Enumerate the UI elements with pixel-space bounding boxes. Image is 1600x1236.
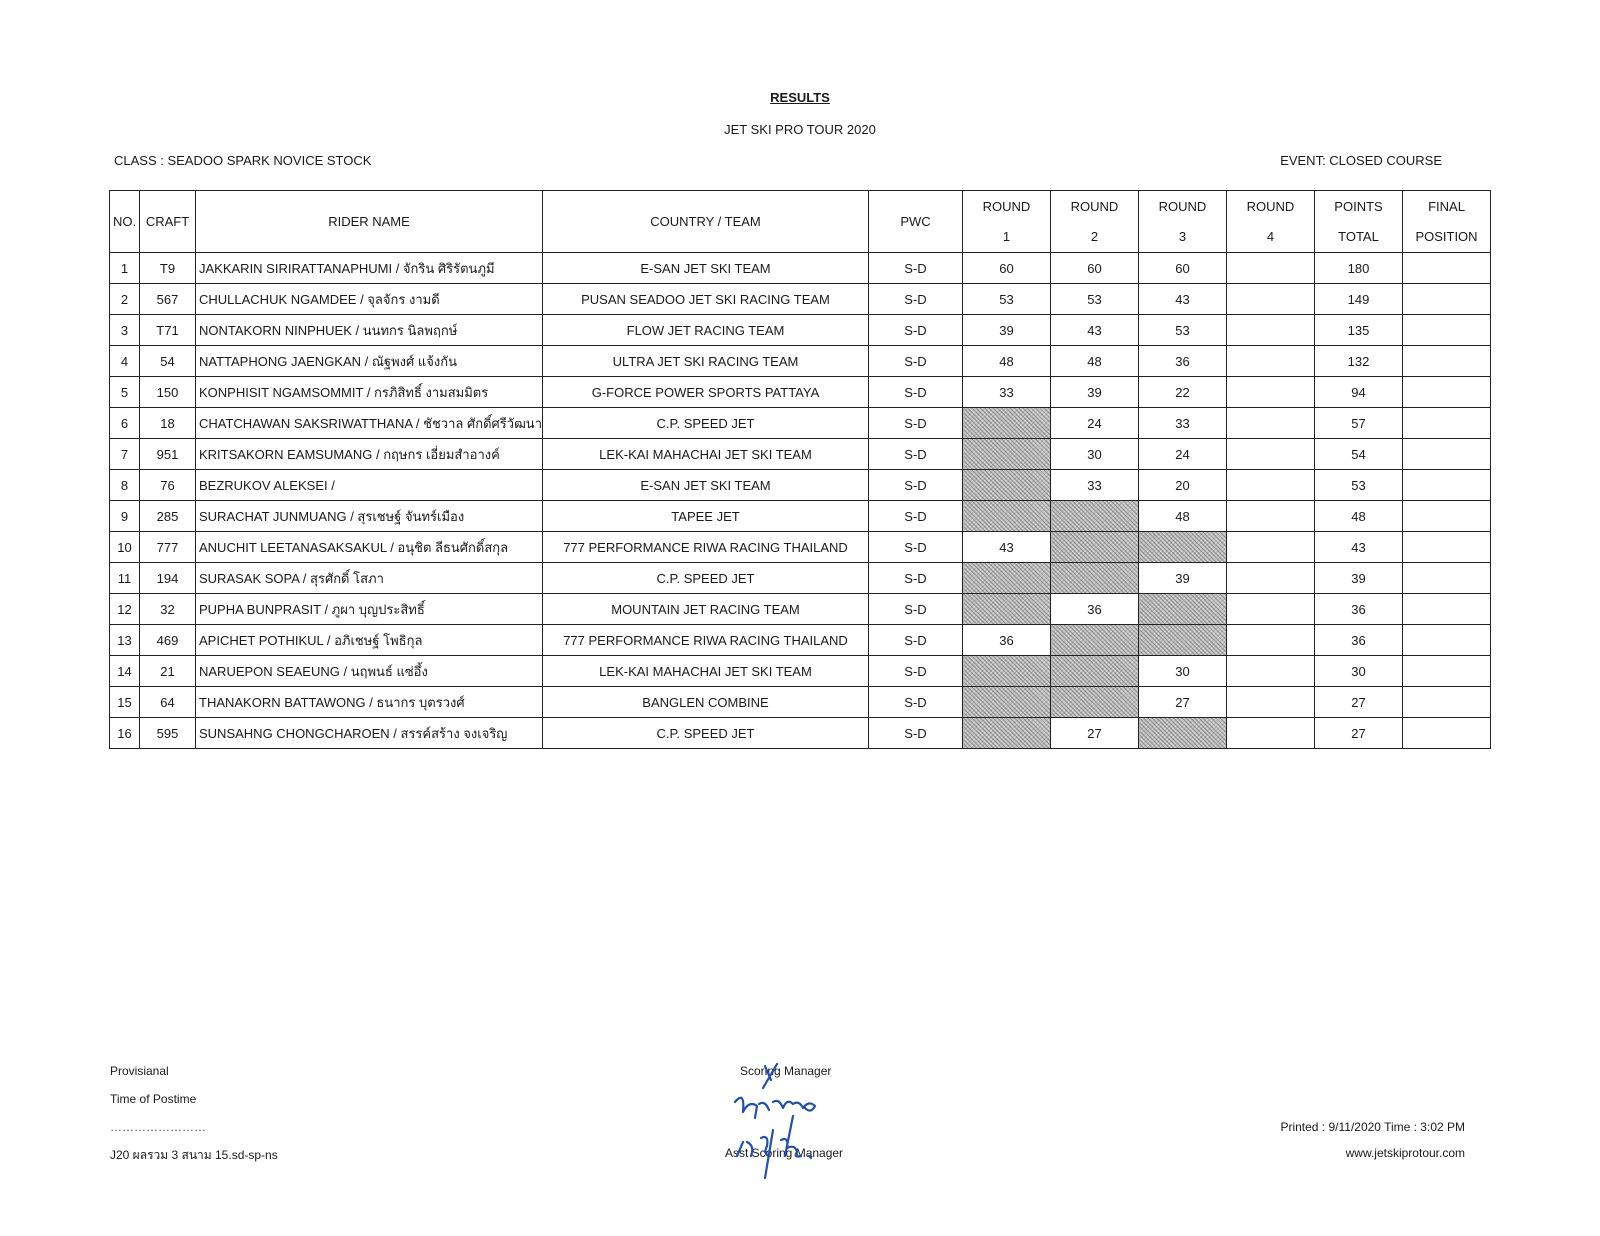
website-url: www.jetskiprotour.com xyxy=(1345,1146,1465,1160)
cell-points-total: 132 xyxy=(1315,346,1403,377)
cell-no: 8 xyxy=(110,470,140,501)
cell-round-2 xyxy=(1051,563,1139,594)
handwritten-signature-icon xyxy=(725,1060,855,1185)
cell-points-total: 36 xyxy=(1315,625,1403,656)
postime-blank-line: …………………… xyxy=(110,1120,206,1134)
cell-rider-name: PUPHA BUNPRASIT / ภูผา บุญประสิทธิ์ xyxy=(196,594,543,625)
cell-pwc: S-D xyxy=(869,315,963,346)
cell-no: 6 xyxy=(110,408,140,439)
cell-craft: 777 xyxy=(140,532,196,563)
cell-final-position xyxy=(1403,253,1491,284)
cell-round-1: 36 xyxy=(963,625,1051,656)
header-craft: CRAFT xyxy=(140,191,196,253)
cell-pwc: S-D xyxy=(869,687,963,718)
cell-round-4 xyxy=(1227,594,1315,625)
cell-country-team: PUSAN SEADOO JET SKI RACING TEAM xyxy=(543,284,869,315)
cell-final-position xyxy=(1403,439,1491,470)
cell-rider-name: KONPHISIT NGAMSOMMIT / กรภิสิทธิ์ งามสมมิตร xyxy=(196,377,543,408)
cell-rider-name: THANAKORN BATTAWONG / ธนากร บุตรวงศ์ xyxy=(196,687,543,718)
cell-final-position xyxy=(1403,563,1491,594)
table-row xyxy=(110,439,1491,470)
cell-round-2: 53 xyxy=(1051,284,1139,315)
cell-no: 7 xyxy=(110,439,140,470)
scoring-manager-label: Scoring Manager xyxy=(740,1064,832,1078)
asst-scoring-manager-label: Asst Scoring Manager xyxy=(725,1146,844,1160)
cell-round-2: 27 xyxy=(1051,718,1139,749)
cell-round-2 xyxy=(1051,501,1139,532)
class-label: CLASS : SEADOO SPARK NOVICE STOCK xyxy=(114,153,372,168)
header-rider-name: RIDER NAME xyxy=(196,191,543,253)
cell-no: 13 xyxy=(110,625,140,656)
cell-final-position xyxy=(1403,346,1491,377)
table-row xyxy=(110,718,1491,749)
cell-round-1: 43 xyxy=(963,532,1051,563)
cell-no: 10 xyxy=(110,532,140,563)
cell-round-3: 48 xyxy=(1139,501,1227,532)
cell-no: 1 xyxy=(110,253,140,284)
cell-rider-name: CHULLACHUK NGAMDEE / จุลจักร งามดี xyxy=(196,284,543,315)
cell-pwc: S-D xyxy=(869,625,963,656)
cell-final-position xyxy=(1403,408,1491,439)
document-subtitle: JET SKI PRO TOUR 2020 xyxy=(724,122,876,137)
cell-round-1 xyxy=(963,408,1051,439)
cell-points-total: 135 xyxy=(1315,315,1403,346)
cell-final-position xyxy=(1403,532,1491,563)
document-title: RESULTS xyxy=(770,90,830,105)
table-row xyxy=(110,315,1491,346)
cell-points-total: 39 xyxy=(1315,563,1403,594)
table-row xyxy=(110,253,1491,284)
cell-points-total: 36 xyxy=(1315,594,1403,625)
cell-craft: 76 xyxy=(140,470,196,501)
cell-no: 5 xyxy=(110,377,140,408)
cell-pwc: S-D xyxy=(869,439,963,470)
cell-rider-name: SURACHAT JUNMUANG / สุรเชษฐ์ จันทร์เมือง xyxy=(196,501,543,532)
cell-rider-name: CHATCHAWAN SAKSRIWATTHANA / ชัชวาล ศักดิ์ศรีวัฒนา xyxy=(196,408,543,439)
cell-points-total: 54 xyxy=(1315,439,1403,470)
cell-craft: 469 xyxy=(140,625,196,656)
cell-round-4 xyxy=(1227,501,1315,532)
cell-round-4 xyxy=(1227,315,1315,346)
cell-craft: 194 xyxy=(140,563,196,594)
header-round-2: ROUND 2 xyxy=(1051,191,1139,253)
cell-round-2 xyxy=(1051,656,1139,687)
cell-round-4 xyxy=(1227,532,1315,563)
cell-pwc: S-D xyxy=(869,594,963,625)
cell-country-team: MOUNTAIN JET RACING TEAM xyxy=(543,594,869,625)
cell-rider-name: KRITSAKORN EAMSUMANG / กฤษกร เอี่ยมสำอางค์ xyxy=(196,439,543,470)
cell-round-4 xyxy=(1227,656,1315,687)
cell-points-total: 53 xyxy=(1315,470,1403,501)
cell-round-1: 53 xyxy=(963,284,1051,315)
cell-round-2 xyxy=(1051,687,1139,718)
cell-no: 2 xyxy=(110,284,140,315)
cell-rider-name: JAKKARIN SIRIRATTANAPHUMI / จักริน ศิริรัตนภูมี xyxy=(196,253,543,284)
cell-pwc: S-D xyxy=(869,377,963,408)
cell-no: 12 xyxy=(110,594,140,625)
cell-round-1 xyxy=(963,501,1051,532)
cell-rider-name: SURASAK SOPA / สุรศักดิ์ โสภา xyxy=(196,563,543,594)
table-row xyxy=(110,408,1491,439)
cell-round-4 xyxy=(1227,253,1315,284)
cell-round-3: 39 xyxy=(1139,563,1227,594)
cell-round-3 xyxy=(1139,532,1227,563)
cell-points-total: 180 xyxy=(1315,253,1403,284)
table-row xyxy=(110,284,1491,315)
cell-round-2: 24 xyxy=(1051,408,1139,439)
cell-no: 3 xyxy=(110,315,140,346)
cell-round-3: 27 xyxy=(1139,687,1227,718)
cell-final-position xyxy=(1403,718,1491,749)
cell-round-1 xyxy=(963,594,1051,625)
header-pwc: PWC xyxy=(869,191,963,253)
table-row xyxy=(110,687,1491,718)
cell-round-3: 36 xyxy=(1139,346,1227,377)
event-label: EVENT: CLOSED COURSE xyxy=(1280,153,1442,168)
cell-pwc: S-D xyxy=(869,656,963,687)
header-round-3: ROUND 3 xyxy=(1139,191,1227,253)
cell-round-3: 53 xyxy=(1139,315,1227,346)
cell-country-team: LEK-KAI MAHACHAI JET SKI TEAM xyxy=(543,439,869,470)
header-round-1: ROUND 1 xyxy=(963,191,1051,253)
cell-pwc: S-D xyxy=(869,346,963,377)
cell-country-team: E-SAN JET SKI TEAM xyxy=(543,470,869,501)
cell-round-2: 60 xyxy=(1051,253,1139,284)
cell-points-total: 30 xyxy=(1315,656,1403,687)
cell-country-team: E-SAN JET SKI TEAM xyxy=(543,253,869,284)
cell-round-1: 33 xyxy=(963,377,1051,408)
cell-round-4 xyxy=(1227,687,1315,718)
cell-final-position xyxy=(1403,470,1491,501)
cell-craft: 567 xyxy=(140,284,196,315)
cell-pwc: S-D xyxy=(869,470,963,501)
cell-round-3 xyxy=(1139,718,1227,749)
cell-round-1 xyxy=(963,470,1051,501)
cell-country-team: TAPEE JET xyxy=(543,501,869,532)
cell-no: 11 xyxy=(110,563,140,594)
cell-craft: 18 xyxy=(140,408,196,439)
cell-round-2: 30 xyxy=(1051,439,1139,470)
cell-round-2: 48 xyxy=(1051,346,1139,377)
cell-round-4 xyxy=(1227,439,1315,470)
header-no: NO. xyxy=(110,191,140,253)
cell-round-2 xyxy=(1051,625,1139,656)
cell-pwc: S-D xyxy=(869,253,963,284)
cell-craft: T9 xyxy=(140,253,196,284)
cell-round-3 xyxy=(1139,625,1227,656)
cell-pwc: S-D xyxy=(869,284,963,315)
cell-rider-name: ANUCHIT LEETANASAKSAKUL / อนุชิต ลีธนศักดิ์สกุล xyxy=(196,532,543,563)
cell-round-1 xyxy=(963,439,1051,470)
cell-round-4 xyxy=(1227,563,1315,594)
cell-craft: 595 xyxy=(140,718,196,749)
cell-country-team: G-FORCE POWER SPORTS PATTAYA xyxy=(543,377,869,408)
cell-round-4 xyxy=(1227,377,1315,408)
cell-round-1: 48 xyxy=(963,346,1051,377)
cell-country-team: C.P. SPEED JET xyxy=(543,563,869,594)
cell-round-4 xyxy=(1227,408,1315,439)
cell-round-1 xyxy=(963,687,1051,718)
table-row xyxy=(110,377,1491,408)
cell-craft: 32 xyxy=(140,594,196,625)
cell-round-3 xyxy=(1139,594,1227,625)
cell-country-team: FLOW JET RACING TEAM xyxy=(543,315,869,346)
header-points-total: POINTS TOTAL xyxy=(1315,191,1403,253)
cell-craft: 150 xyxy=(140,377,196,408)
table-row xyxy=(110,563,1491,594)
cell-round-3: 43 xyxy=(1139,284,1227,315)
cell-round-3: 22 xyxy=(1139,377,1227,408)
cell-final-position xyxy=(1403,687,1491,718)
header-round-4: ROUND 4 xyxy=(1227,191,1315,253)
cell-round-1 xyxy=(963,563,1051,594)
table-row xyxy=(110,346,1491,377)
table-row xyxy=(110,501,1491,532)
cell-round-2: 39 xyxy=(1051,377,1139,408)
cell-craft: 21 xyxy=(140,656,196,687)
cell-round-2: 36 xyxy=(1051,594,1139,625)
cell-final-position xyxy=(1403,656,1491,687)
table-row xyxy=(110,656,1491,687)
cell-round-3: 60 xyxy=(1139,253,1227,284)
cell-points-total: 43 xyxy=(1315,532,1403,563)
cell-final-position xyxy=(1403,594,1491,625)
cell-final-position xyxy=(1403,284,1491,315)
cell-round-1: 60 xyxy=(963,253,1051,284)
cell-craft: T71 xyxy=(140,315,196,346)
cell-round-3: 30 xyxy=(1139,656,1227,687)
cell-round-3: 20 xyxy=(1139,470,1227,501)
header-country-team: COUNTRY / TEAM xyxy=(543,191,869,253)
cell-round-1 xyxy=(963,656,1051,687)
cell-no: 4 xyxy=(110,346,140,377)
cell-no: 16 xyxy=(110,718,140,749)
cell-pwc: S-D xyxy=(869,408,963,439)
cell-craft: 951 xyxy=(140,439,196,470)
table-row xyxy=(110,532,1491,563)
cell-rider-name: NONTAKORN NINPHUEK / นนทกร นิลพฤกษ์ xyxy=(196,315,543,346)
cell-country-team: BANGLEN COMBINE xyxy=(543,687,869,718)
cell-craft: 64 xyxy=(140,687,196,718)
cell-round-1 xyxy=(963,718,1051,749)
cell-craft: 285 xyxy=(140,501,196,532)
cell-pwc: S-D xyxy=(869,532,963,563)
cell-points-total: 27 xyxy=(1315,718,1403,749)
cell-no: 9 xyxy=(110,501,140,532)
table-row xyxy=(110,625,1491,656)
cell-country-team: 777 PERFORMANCE RIWA RACING THAILAND xyxy=(543,625,869,656)
cell-country-team: ULTRA JET SKI RACING TEAM xyxy=(543,346,869,377)
cell-craft: 54 xyxy=(140,346,196,377)
cell-pwc: S-D xyxy=(869,501,963,532)
cell-final-position xyxy=(1403,377,1491,408)
provisional-label: Provisianal xyxy=(110,1064,169,1078)
cell-round-1: 39 xyxy=(963,315,1051,346)
cell-points-total: 48 xyxy=(1315,501,1403,532)
table-row xyxy=(110,470,1491,501)
cell-final-position xyxy=(1403,501,1491,532)
cell-round-2: 43 xyxy=(1051,315,1139,346)
cell-round-4 xyxy=(1227,284,1315,315)
cell-no: 15 xyxy=(110,687,140,718)
cell-pwc: S-D xyxy=(869,718,963,749)
cell-rider-name: NARUEPON SEAEUNG / นฤพนธ์ แซ่อึ้ง xyxy=(196,656,543,687)
cell-points-total: 27 xyxy=(1315,687,1403,718)
cell-round-4 xyxy=(1227,346,1315,377)
results-table xyxy=(109,190,1491,749)
cell-country-team: C.P. SPEED JET xyxy=(543,718,869,749)
document-reference: J20 ผลรวม 3 สนาม 15.sd-sp-ns xyxy=(110,1148,278,1162)
time-of-postime-label: Time of Postime xyxy=(110,1092,197,1106)
cell-rider-name: APICHET POTHIKUL / อภิเชษฐ์ โพธิกุล xyxy=(196,625,543,656)
cell-round-4 xyxy=(1227,625,1315,656)
header-final-position: FINAL POSITION xyxy=(1403,191,1491,253)
cell-rider-name: NATTAPHONG JAENGKAN / ณัฐพงศ์ แจ้งกัน xyxy=(196,346,543,377)
cell-round-4 xyxy=(1227,470,1315,501)
cell-round-2: 33 xyxy=(1051,470,1139,501)
printed-timestamp: Printed : 9/11/2020 Time : 3:02 PM xyxy=(1280,1120,1465,1134)
cell-country-team: 777 PERFORMANCE RIWA RACING THAILAND xyxy=(543,532,869,563)
cell-final-position xyxy=(1403,625,1491,656)
cell-country-team: C.P. SPEED JET xyxy=(543,408,869,439)
cell-points-total: 149 xyxy=(1315,284,1403,315)
results-body xyxy=(110,253,1491,749)
cell-final-position xyxy=(1403,315,1491,346)
cell-points-total: 57 xyxy=(1315,408,1403,439)
cell-round-4 xyxy=(1227,718,1315,749)
cell-round-3: 33 xyxy=(1139,408,1227,439)
cell-round-2 xyxy=(1051,532,1139,563)
cell-round-3: 24 xyxy=(1139,439,1227,470)
cell-country-team: LEK-KAI MAHACHAI JET SKI TEAM xyxy=(543,656,869,687)
table-header-row xyxy=(110,191,1491,253)
cell-rider-name: SUNSAHNG CHONGCHAROEN / สรรค์สร้าง จงเจริญ xyxy=(196,718,543,749)
cell-rider-name: BEZRUKOV ALEKSEI / xyxy=(196,470,543,501)
table-row xyxy=(110,594,1491,625)
cell-pwc: S-D xyxy=(869,563,963,594)
cell-points-total: 94 xyxy=(1315,377,1403,408)
cell-no: 14 xyxy=(110,656,140,687)
